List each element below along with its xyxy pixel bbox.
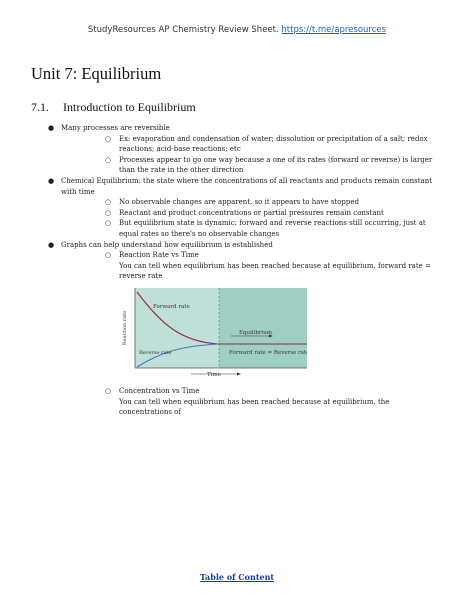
list-item <box>31 123 441 176</box>
sub-text: But equilibrium state is dynamic: forward and reverse reactions still occurring, just at equal rates so there's no observable changes <box>119 219 426 238</box>
sub-text: Ex: evaporation and condensation of water; dissolution or precipitation of a salt; redox reactions; acid-base reactions; etc <box>119 134 428 154</box>
hollow-bullet-icon: ○ <box>105 386 112 395</box>
sub-list-item <box>61 208 441 219</box>
hollow-bullet-icon: ○ <box>105 134 112 143</box>
section-heading <box>31 100 196 115</box>
sub-list-item <box>61 218 441 239</box>
time-arrowhead-icon <box>237 372 241 375</box>
sub-list-item <box>61 250 441 282</box>
table-of-content-link[interactable]: Table of Content <box>199 572 275 582</box>
header-link[interactable]: https://t.me/apresources <box>281 25 387 35</box>
sub-list-item <box>61 197 441 208</box>
bullet-list <box>31 123 441 418</box>
sub-list-item <box>61 134 441 155</box>
section-content <box>31 123 441 418</box>
unit-title: Unit 7: Equilibrium <box>31 64 162 83</box>
forward-rate-label-text: Forward rate <box>153 303 190 310</box>
sub-title: Reaction Rate vs Time <box>119 251 199 260</box>
bullet-icon: ● <box>48 124 55 132</box>
bullet-text: Graphs can help understand how equilibrium is established <box>61 240 273 249</box>
bullet-icon: ● <box>48 176 55 185</box>
sub-list <box>61 386 441 418</box>
sub-list <box>61 134 441 176</box>
sub-list <box>61 197 441 239</box>
list-item <box>31 176 441 240</box>
sub-text: No observable changes are apparent, so it appears to have stopped <box>119 198 359 207</box>
sub-text: Reactant and product concentrations or partial pressures remain constant <box>119 208 384 217</box>
sub-title: Concentration vs Time <box>119 386 200 395</box>
reaction-rate-graph <box>121 288 307 378</box>
pre-equilibrium-shade <box>135 288 219 368</box>
hollow-bullet-icon: ○ <box>105 198 112 207</box>
sub-text: Processes appear to go one way because a one of its rates (forward or reverse) is larger than the rate in the other direction <box>119 155 433 175</box>
list-item <box>31 240 441 418</box>
header-text: StudyResources AP Chemistry Review Sheet. <box>87 25 282 35</box>
section-number: 7.1. <box>31 100 49 114</box>
sub-text: You can tell when equilibrium has been reached because at equilibrium, forward rate = reverse rate <box>119 261 431 281</box>
sub-list-item <box>61 155 441 176</box>
bullet-text: Many processes are reversible <box>61 124 170 132</box>
sub-list-item <box>61 386 441 418</box>
forward-rate-label <box>153 304 190 310</box>
bullet-icon: ● <box>48 240 55 249</box>
page-header <box>0 25 474 35</box>
reverse-rate-label: Reverse rate <box>139 349 172 356</box>
equilibrium-shade <box>219 288 307 368</box>
sub-list <box>61 250 441 282</box>
hollow-bullet-icon: ○ <box>105 251 112 260</box>
equal-rates-label: Forward rate = Reverse rate <box>229 349 307 356</box>
x-axis-label: Time <box>207 371 221 378</box>
bullet-text: Chemical Equilibrium: the state where the concentrations of all reactants and products remain constant with time <box>61 176 433 196</box>
hollow-bullet-icon: ○ <box>105 208 112 217</box>
sub-text: You can tell when equilibrium has been reached because at equilibrium, the concentrations of <box>119 397 390 417</box>
equilibrium-label: Equilibrium <box>239 329 273 336</box>
y-axis-label: Reaction rate <box>122 310 128 346</box>
page-footer <box>0 572 474 582</box>
reaction-rate-figure <box>121 288 307 378</box>
hollow-bullet-icon: ○ <box>105 219 112 228</box>
hollow-bullet-icon: ○ <box>105 155 112 164</box>
section-title: Introduction to Equilibrium <box>63 100 196 114</box>
